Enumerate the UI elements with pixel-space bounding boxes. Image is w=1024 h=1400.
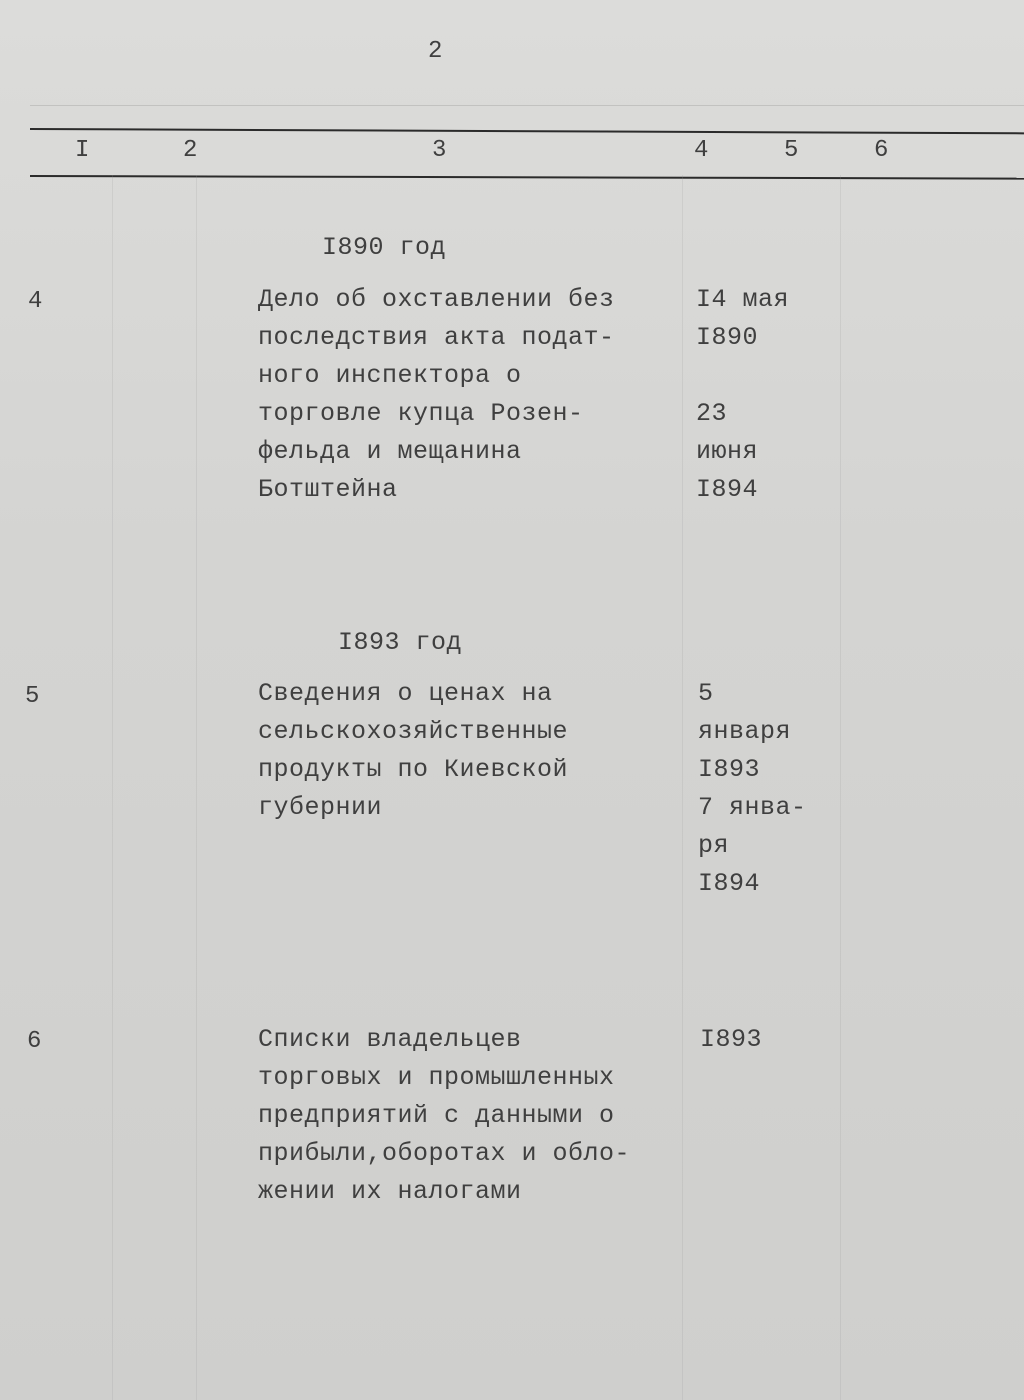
title-line: Ботштейна <box>258 475 398 504</box>
title-line: прибыли,оборотах и обло- <box>258 1139 631 1168</box>
date-line: января <box>698 717 792 746</box>
title-line: последствия акта подат- <box>258 323 615 352</box>
header-top-rule <box>30 128 1024 134</box>
title-line: сельскохозяйственные <box>258 717 569 746</box>
entry-title <box>258 1021 630 1211</box>
entry-dates <box>696 281 789 509</box>
date-line: ря <box>698 831 730 860</box>
date-line: 5 <box>698 679 714 708</box>
column-divider <box>196 175 197 1400</box>
title-line: торговых и промышленных <box>258 1063 615 1092</box>
date-line: I894 <box>696 475 759 504</box>
entry-number: 4 <box>28 288 43 315</box>
header-bottom-rule <box>30 175 1024 180</box>
column-divider <box>112 175 113 1400</box>
date-line: I890 <box>696 323 759 352</box>
entry-dates <box>700 1021 762 1059</box>
title-line: Дело об оxставлении без <box>258 285 615 314</box>
title-line: Списки владельцев <box>258 1025 522 1054</box>
title-line: губернии <box>258 793 383 822</box>
column-header-5: 5 <box>784 137 799 164</box>
entry-number: 5 <box>25 683 40 710</box>
column-header-1: I <box>75 137 90 164</box>
title-line: фельда и мещанина <box>258 437 522 466</box>
date-line: 7 янва- <box>698 793 807 822</box>
entry-title <box>258 675 568 827</box>
date-line: I893 <box>700 1025 763 1054</box>
faint-rule <box>30 105 1024 106</box>
title-line: ного инспектора о <box>258 361 522 390</box>
date-line: 23 <box>696 399 728 428</box>
page-number: 2 <box>428 38 443 65</box>
title-line: продукты по Киевской <box>258 755 569 784</box>
title-line: Сведения о ценах на <box>258 679 553 708</box>
column-header-3: 3 <box>432 137 447 164</box>
column-header-6: 6 <box>874 137 889 164</box>
date-line: I4 мая <box>696 285 790 314</box>
title-line: торговле купца Розен- <box>258 399 584 428</box>
column-divider <box>840 175 841 1400</box>
entry-dates <box>698 675 807 903</box>
date-line <box>696 357 789 395</box>
column-header-4: 4 <box>694 137 709 164</box>
date-line: июня <box>696 437 759 466</box>
date-line: I893 <box>698 755 761 784</box>
section-year-heading: I893 год <box>338 628 463 657</box>
date-line: I894 <box>698 869 761 898</box>
title-line: предприятий с данными о <box>258 1101 615 1130</box>
column-divider <box>682 175 683 1400</box>
section-year-heading: I890 год <box>322 233 447 262</box>
column-header-2: 2 <box>183 137 198 164</box>
title-line: жении их налогами <box>258 1177 522 1206</box>
entry-number: 6 <box>27 1028 42 1055</box>
entry-title <box>258 281 615 509</box>
